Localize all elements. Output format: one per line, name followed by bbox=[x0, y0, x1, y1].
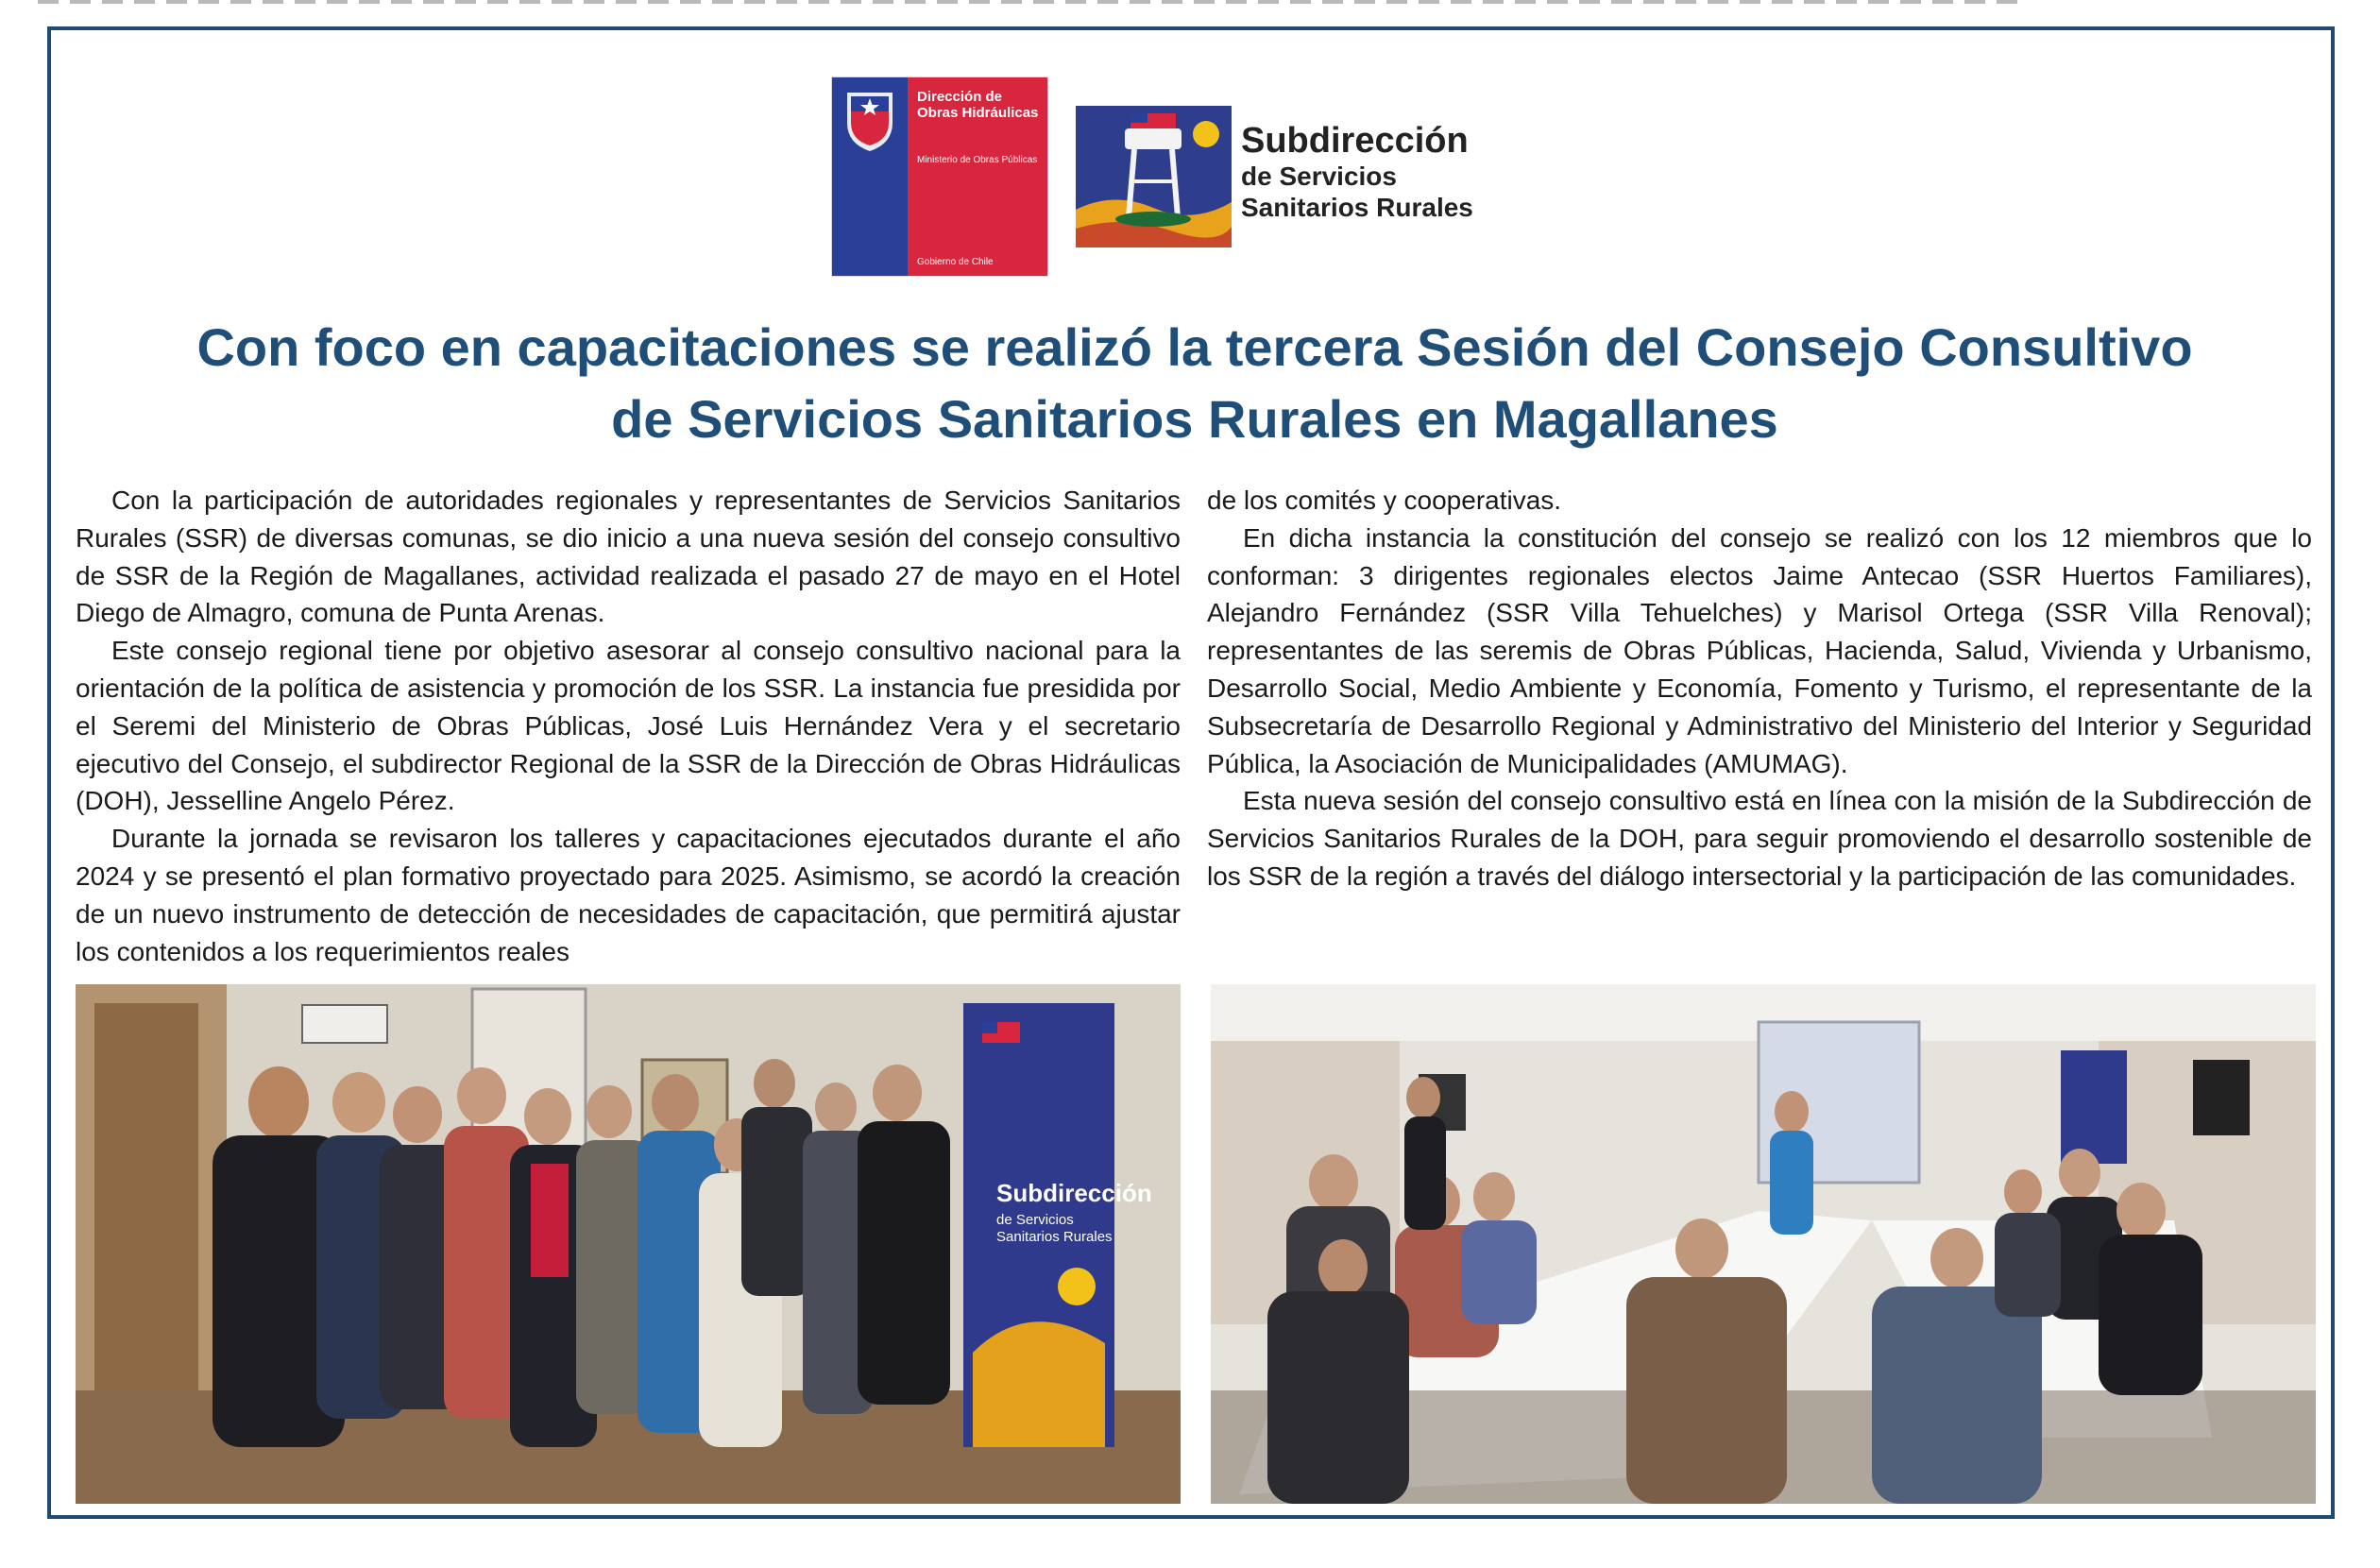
chile-coat-of-arms-icon bbox=[840, 85, 900, 153]
doh-name: Dirección de Obras Hidráulicas bbox=[917, 89, 1039, 121]
banner-line1: Subdirección bbox=[996, 1179, 1152, 1207]
banner-line2: de Servicios bbox=[996, 1212, 1074, 1228]
ssr-logo-line2: de Servicios bbox=[1241, 162, 1397, 191]
paragraph: Con la participación de autoridades regionales y representantes de Servicios Sanitarios Rurales (SSR) de diversas comunas, se dio inicio a una nueva sesión del consejo consultivo de SSR de la Región de Magallanes, actividad realizada el pasado 27 de mayo en el Hotel Diego de Almagro, comuna de Punta Arenas. bbox=[76, 486, 1181, 628]
ssr-logo-line3: Sanitarios Rurales bbox=[1241, 193, 1473, 222]
headline-line1: Con foco en capacitaciones se realizó la tercera Sesión del Consejo Consultivo bbox=[196, 317, 2193, 377]
doh-ministry: Ministerio de Obras Públicas bbox=[917, 155, 1038, 165]
doh-logo bbox=[832, 77, 1047, 276]
previous-article-edge bbox=[0, 0, 2380, 11]
paragraph: Esta nueva sesión del consejo consultivo está en línea con la misión de la Subdirección de Servicios Sanitarios Rurales de la DOH, para seguir promoviendo el desarrollo sostenible de los SSR de la región a través del diálogo intersectorial y la participación de las comunidades. bbox=[1207, 786, 2312, 891]
paragraph: En dicha instancia la constitución del consejo se realizó con los 12 miembros que lo conforman: 3 dirigentes regionales electos Jaime Antecao (SSR Huertos Familiares), Alejandro Fernández (SSR Villa Tehuelches) y Marisol Ortega (SSR Villa Renoval); representantes de las seremis de Obras Públicas, Hacienda, Salud, Vivienda y Urbanismo, Desarrollo Social, Medio Ambiente y Economía, Fomento y Turismo, el representante de la Subsecretaría de Desarrollo Regional y Administrativo del Ministerio del Interior y Seguridad Pública, la Asociación de Municipalidades (AMUMAG). bbox=[1207, 522, 2312, 778]
ssr-logo bbox=[1076, 96, 1520, 266]
paragraph: de los comités y cooperativas. bbox=[1207, 486, 1562, 515]
article-column-right bbox=[1207, 482, 2312, 895]
paragraph: Este consejo regional tiene por objetivo asesorar al consejo consultivo nacional para la orientación de la política de asistencia y promoción de los SSR. La instancia fue presidida por el Seremi del Ministerio de Obras Públicas, José Luis Hernández Vera y el secretario ejecutivo del Consejo, el subdirector Regional de la SSR de la Dirección de Obras Hidráulicas (DOH), Jesselline Angelo Pérez. bbox=[76, 636, 1181, 816]
meeting-photo bbox=[1211, 984, 2316, 1504]
doh-government: Gobierno de Chile bbox=[917, 257, 994, 267]
logo-header bbox=[51, 30, 2331, 285]
article-column-left bbox=[76, 482, 1181, 970]
group-photo bbox=[76, 984, 1181, 1504]
headline-line2: de Servicios Sanitarios Rurales en Magallanes bbox=[611, 389, 1778, 449]
article-headline bbox=[108, 312, 2282, 455]
article-frame bbox=[47, 26, 2335, 1519]
water-tower-icon bbox=[1076, 96, 1232, 252]
banner-line3: Sanitarios Rurales bbox=[996, 1229, 1113, 1245]
paragraph: Durante la jornada se revisaron los talleres y capacitaciones ejecutados durante el año 2024 y se presentó el plan formativo proyectado para 2025. Asimismo, se acordó la creación de un nuevo instrumento de detección de necesidades de capacitación, que permitirá ajustar los contenidos a los requerimientos reales bbox=[76, 824, 1181, 966]
ssr-logo-line1: Subdirección bbox=[1241, 121, 1469, 161]
